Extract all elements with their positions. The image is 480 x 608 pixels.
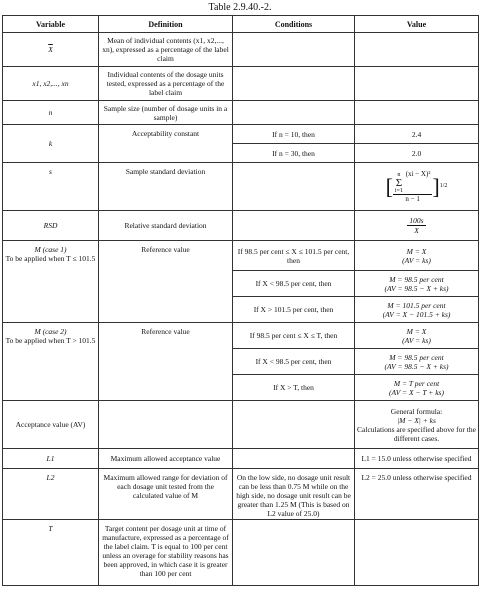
value-cell: L2 = 25.0 unless otherwise specified	[355, 469, 479, 520]
conditions-cell	[233, 449, 355, 469]
table-row	[3, 449, 479, 469]
table-row	[3, 469, 479, 520]
variable-sub: To be applied when T ≤ 101.5	[5, 254, 96, 263]
value-cell	[355, 163, 479, 211]
definition-cell: Individual contents of the dosage units tested, expressed as a percentage of the label claim	[99, 67, 233, 101]
definition-cell: Mean of individual contents (x1, x2,..., xn), expressed as a percentage of the label claim	[99, 33, 233, 67]
conditions-cell	[233, 211, 355, 241]
conditions-cell: If n = 10, then	[233, 125, 355, 144]
table-row	[3, 67, 479, 101]
variable-cell	[3, 241, 99, 323]
conditions-cell: If X > T, then	[233, 375, 355, 401]
variable-cell	[3, 323, 99, 401]
conditions-cell	[233, 67, 355, 101]
variable-cell: k	[3, 125, 99, 163]
variable-cell: n	[3, 101, 99, 125]
variable-sub: To be applied when T > 101.5	[5, 336, 96, 345]
header-conditions: Conditions	[233, 16, 355, 33]
value-cell: L1 = 15.0 unless otherwise specified	[355, 449, 479, 469]
conditions-cell	[233, 33, 355, 67]
table-row	[3, 163, 479, 211]
table-row	[3, 520, 479, 586]
table-row	[3, 241, 479, 271]
conditions-cell: If 98.5 per cent ≤ X ≤ T, then	[233, 323, 355, 349]
header-definition: Definition	[99, 16, 233, 33]
definition-cell: Sample standard deviation	[99, 163, 233, 211]
variable-cell: $\overline{X}$	[3, 33, 99, 67]
std-dev-formula: [ n Σ i=1 (xi − X)² n − 1 ] 1/2	[385, 169, 448, 203]
value-cell: M = 98.5 per cent (AV = 98.5 − X + ks)	[355, 271, 479, 297]
conditions-cell	[233, 163, 355, 211]
variable-label: M (case 2)	[34, 327, 67, 336]
definition-cell: Reference value	[99, 323, 233, 401]
table-caption: Table 2.9.40.-2.	[208, 2, 272, 13]
value-cell	[355, 33, 479, 67]
conditions-cell: If n = 30, then	[233, 144, 355, 163]
definition-cell: Acceptability constant	[99, 125, 233, 163]
header-row	[3, 16, 479, 33]
table-row	[3, 401, 479, 449]
value-cell: M = X (AV = ks)	[355, 323, 479, 349]
acceptance-table	[2, 15, 479, 586]
value-cell: M = X (AV = ks)	[355, 241, 479, 271]
definition-cell: Relative standard deviation	[99, 211, 233, 241]
conditions-cell	[233, 520, 355, 586]
value-cell: M = T per cent (AV = X − T + ks)	[355, 375, 479, 401]
value-cell: 2.0	[355, 144, 479, 163]
conditions-cell: If 98.5 per cent ≤ X ≤ 101.5 per cent, then	[233, 241, 355, 271]
conditions-cell: If X < 98.5 per cent, then	[233, 271, 355, 297]
table-row	[3, 101, 479, 125]
value-cell	[355, 520, 479, 586]
conditions-cell	[233, 101, 355, 125]
definition-cell: Reference value	[99, 241, 233, 323]
definition-cell: Maximum allowed acceptance value	[99, 449, 233, 469]
table-row	[3, 125, 479, 144]
variable-cell: Acceptance value (AV)	[3, 401, 99, 449]
definition-cell: Maximum allowed range for deviation of each dosage unit tested from the calculated value of M	[99, 469, 233, 520]
rsd-fraction: $\frac{100s}{X}$	[409, 216, 424, 235]
definition-cell: Target content per dosage unit at time of manufacture, expressed as a percentage of the label claim. T is equal to 100 per cent unless an overage for stability reasons has been approved, in which case it is greater than 100 per cent	[99, 520, 233, 586]
variable-label: M (case 1)	[34, 245, 67, 254]
conditions-cell: If X < 98.5 per cent, then	[233, 349, 355, 375]
header-variable: Variable	[3, 16, 99, 33]
variable-cell: x1, x2,..., xn	[3, 67, 99, 101]
definition-cell: Sample size (number of dosage units in a sample)	[99, 101, 233, 125]
value-cell	[355, 211, 479, 241]
header-value: Value	[355, 16, 479, 33]
variable-cell: s	[3, 163, 99, 211]
value-cell	[355, 67, 479, 101]
conditions-cell	[233, 401, 355, 449]
value-cell: General formula: |M − X| + ks Calculations are specified above for the different cases.	[355, 401, 479, 449]
definition-cell	[99, 401, 233, 449]
variable-cell: L2	[3, 469, 99, 520]
variable-cell: L1	[3, 449, 99, 469]
table-row	[3, 211, 479, 241]
conditions-cell: If X > 101.5 per cent, then	[233, 297, 355, 323]
table-row	[3, 33, 479, 67]
value-cell	[355, 101, 479, 125]
variable-cell: T	[3, 520, 99, 586]
value-cell: 2.4	[355, 125, 479, 144]
variable-cell: RSD	[3, 211, 99, 241]
conditions-cell: On the low side, no dosage unit result can be less than 0.75 M while on the high side, no dosage unit result can be greater than 1.25 M (This is based on L2 value of 25.0)	[233, 469, 355, 520]
value-cell: M = 101.5 per cent (AV = X − 101.5 + ks)	[355, 297, 479, 323]
value-cell: M = 98.5 per cent (AV = 98.5 − X + ks)	[355, 349, 479, 375]
table-row	[3, 323, 479, 349]
